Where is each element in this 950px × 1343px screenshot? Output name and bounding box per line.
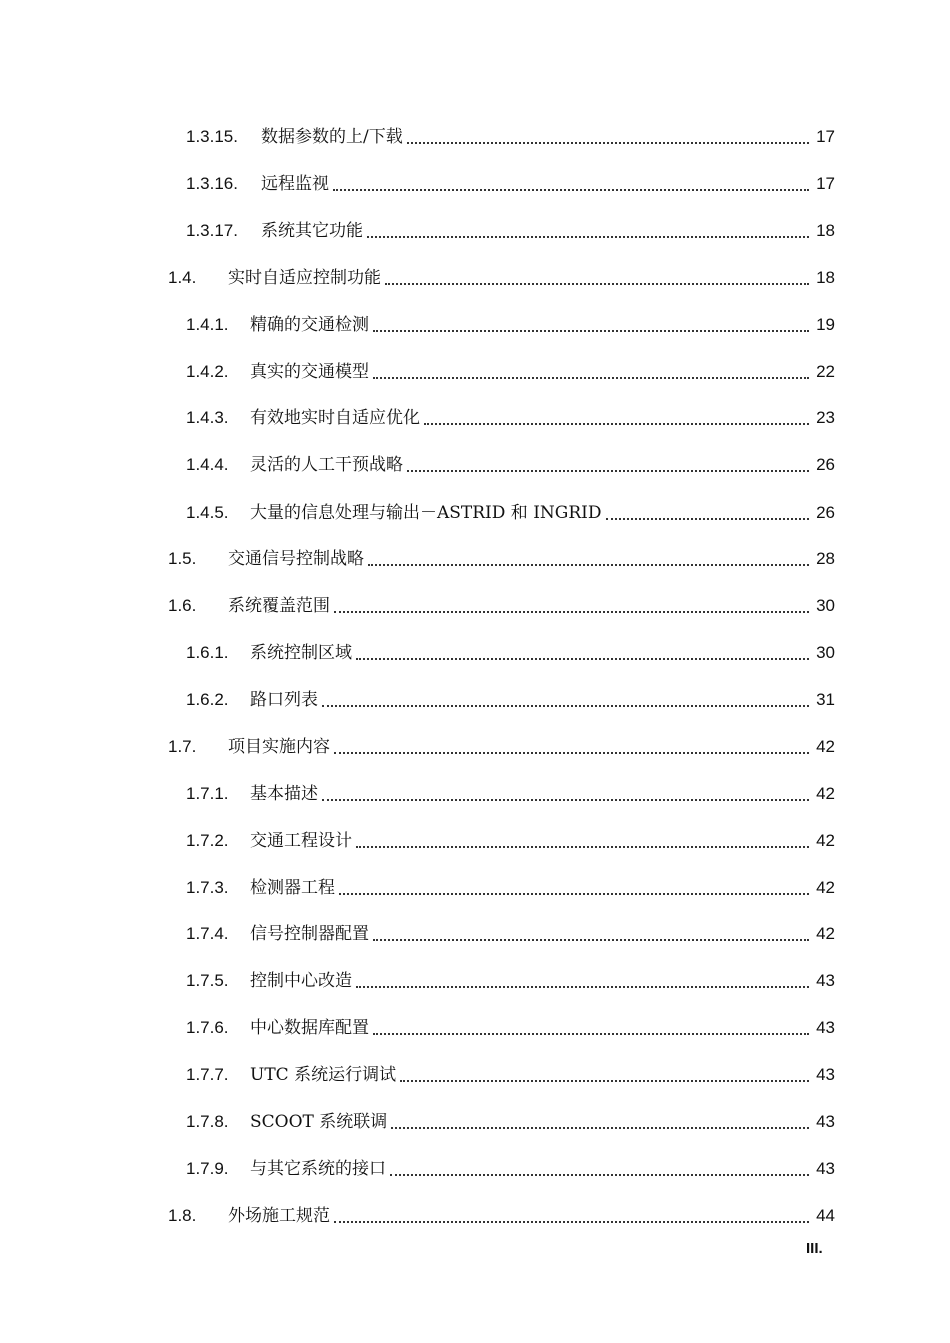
toc-entry-page: 26 (816, 455, 835, 474)
toc-entry-page: 26 (816, 503, 835, 522)
toc-entry[interactable] (0, 164, 950, 194)
toc-entry-number: 1.5. (168, 549, 197, 568)
toc-entry[interactable] (0, 539, 950, 569)
toc-leader-dots (322, 705, 809, 707)
toc-entry-number: 1.4.5. (186, 503, 229, 522)
toc-entry-number: 1.3.15. (186, 127, 238, 146)
toc-entry-page: 44 (816, 1206, 835, 1225)
toc-entry-number: 1.7.6. (186, 1018, 229, 1037)
toc-leader-dots (390, 1174, 809, 1176)
toc-entry-number: 1.7.8. (186, 1112, 229, 1131)
toc-leader-dots (606, 518, 809, 520)
toc-leader-dots (367, 236, 809, 238)
toc-entry[interactable] (0, 774, 950, 804)
toc-leader-dots (356, 986, 809, 988)
toc-entry-number: 1.4.2. (186, 362, 229, 381)
toc-entry-title: 有效地实时自适应优化 (250, 408, 420, 428)
toc-entry[interactable] (0, 1102, 950, 1132)
toc-entry-title: 与其它系统的接口 (250, 1159, 386, 1179)
toc-entry[interactable] (0, 211, 950, 241)
toc-entry-page: 31 (816, 690, 835, 709)
toc-leader-dots (356, 658, 809, 660)
toc-entry[interactable] (0, 305, 950, 335)
toc-entry-number: 1.8. (168, 1206, 197, 1225)
toc-entry-number: 1.3.17. (186, 221, 238, 240)
toc-entry-title: 远程监视 (261, 174, 329, 194)
toc-leader-dots (424, 423, 809, 425)
toc-entry-number: 1.6. (168, 596, 197, 615)
toc-leader-dots (334, 611, 809, 613)
toc-entry-title: 外场施工规范 (228, 1206, 330, 1226)
toc-entry[interactable] (0, 821, 950, 851)
toc-entry-page: 42 (816, 784, 835, 803)
toc-entry-page: 42 (816, 737, 835, 756)
toc-entry-title: 精确的交通检测 (250, 315, 369, 335)
toc-leader-dots (400, 1080, 809, 1082)
toc-entry[interactable] (0, 398, 950, 428)
toc-entry-title: 控制中心改造 (250, 971, 352, 991)
toc-entry-title: SCOOT 系统联调 (250, 1112, 388, 1132)
toc-entry-title: 系统其它功能 (261, 221, 363, 241)
toc-entry-page: 42 (816, 924, 835, 943)
toc-entry-title: 交通信号控制战略 (228, 549, 364, 569)
toc-leader-dots (334, 752, 809, 754)
toc-leader-dots (407, 142, 809, 144)
toc-leader-dots (373, 377, 809, 379)
toc-entry-page: 23 (816, 408, 835, 427)
toc-entry-title: 信号控制器配置 (250, 924, 369, 944)
toc-entry-title: 数据参数的上/下载 (261, 127, 403, 147)
toc-entry-number: 1.7.7. (186, 1065, 229, 1084)
toc-entry[interactable] (0, 680, 950, 710)
toc-entry-page: 19 (816, 315, 835, 334)
toc-entry[interactable] (0, 1055, 950, 1085)
toc-entry-title: 检测器工程 (250, 878, 335, 898)
toc-entry[interactable] (0, 914, 950, 944)
toc-entry-page: 17 (816, 174, 835, 193)
toc-leader-dots (322, 799, 809, 801)
toc-entry[interactable] (0, 258, 950, 288)
toc-entry-title: 项目实施内容 (228, 737, 330, 757)
toc-leader-dots (356, 846, 809, 848)
toc-entry-title: 大量的信息处理与输出－ASTRID 和 INGRID (250, 503, 602, 523)
toc-entry-number: 1.7.5. (186, 971, 229, 990)
toc-entry-page: 18 (816, 221, 835, 240)
toc-leader-dots (373, 330, 809, 332)
toc-entry-title: 系统覆盖范围 (228, 596, 330, 616)
toc-entry[interactable] (0, 633, 950, 663)
toc-entry-title: 路口列表 (250, 690, 318, 710)
toc-leader-dots (368, 564, 809, 566)
toc-entry-page: 42 (816, 878, 835, 897)
toc-leader-dots (339, 893, 809, 895)
toc-entry-title: 交通工程设计 (250, 831, 352, 851)
toc-entry[interactable] (0, 868, 950, 898)
toc-entry-number: 1.6.1. (186, 643, 229, 662)
toc-entry-number: 1.3.16. (186, 174, 238, 193)
toc-entry-page: 43 (816, 1159, 835, 1178)
toc-entry[interactable] (0, 1008, 950, 1038)
toc-entry-page: 22 (816, 362, 835, 381)
toc-entry[interactable] (0, 493, 950, 523)
toc-entry-page: 43 (816, 1112, 835, 1131)
toc-entry-number: 1.4.1. (186, 315, 229, 334)
toc-entry-title: UTC 系统运行调试 (250, 1065, 397, 1085)
toc-entry[interactable] (0, 1149, 950, 1179)
toc-entry-number: 1.7.1. (186, 784, 229, 803)
toc-entry-number: 1.6.2. (186, 690, 229, 709)
toc-entry[interactable] (0, 352, 950, 382)
toc-entry-number: 1.4.3. (186, 408, 229, 427)
toc-leader-dots (373, 1033, 809, 1035)
toc-entry-page: 42 (816, 831, 835, 850)
toc-entry-page: 18 (816, 268, 835, 287)
toc-entry-page: 43 (816, 1065, 835, 1084)
toc-entry[interactable] (0, 1196, 950, 1226)
toc-entry[interactable] (0, 961, 950, 991)
toc-entry-title: 灵活的人工干预战略 (250, 455, 403, 475)
toc-entry-page: 17 (816, 127, 835, 146)
toc-entry-number: 1.7.2. (186, 831, 229, 850)
toc-leader-dots (373, 939, 809, 941)
toc-leader-dots (333, 189, 809, 191)
toc-entry-page: 30 (816, 643, 835, 662)
toc-entry[interactable] (0, 727, 950, 757)
toc-entry[interactable] (0, 445, 950, 475)
page-number: III. (806, 1240, 823, 1257)
toc-entry-page: 43 (816, 971, 835, 990)
toc-entry-number: 1.4. (168, 268, 197, 287)
toc-entry[interactable] (0, 117, 950, 147)
toc-entry-number: 1.7.4. (186, 924, 229, 943)
toc-entry[interactable] (0, 586, 950, 616)
toc-entry-number: 1.7.9. (186, 1159, 229, 1178)
toc-leader-dots (391, 1127, 809, 1129)
toc-leader-dots (334, 1221, 809, 1223)
toc-entry-number: 1.7. (168, 737, 197, 756)
toc-entry-title: 中心数据库配置 (250, 1018, 369, 1038)
toc-leader-dots (385, 283, 809, 285)
toc-entry-title: 真实的交通模型 (250, 362, 369, 382)
toc-entry-title: 系统控制区域 (250, 643, 352, 663)
toc-entry-number: 1.4.4. (186, 455, 229, 474)
toc-entry-title: 实时自适应控制功能 (228, 268, 381, 288)
toc-entry-page: 30 (816, 596, 835, 615)
toc-entry-number: 1.7.3. (186, 878, 229, 897)
toc-entry-page: 43 (816, 1018, 835, 1037)
toc-entry-title: 基本描述 (250, 784, 318, 804)
toc-leader-dots (407, 470, 809, 472)
toc-entry-page: 28 (816, 549, 835, 568)
